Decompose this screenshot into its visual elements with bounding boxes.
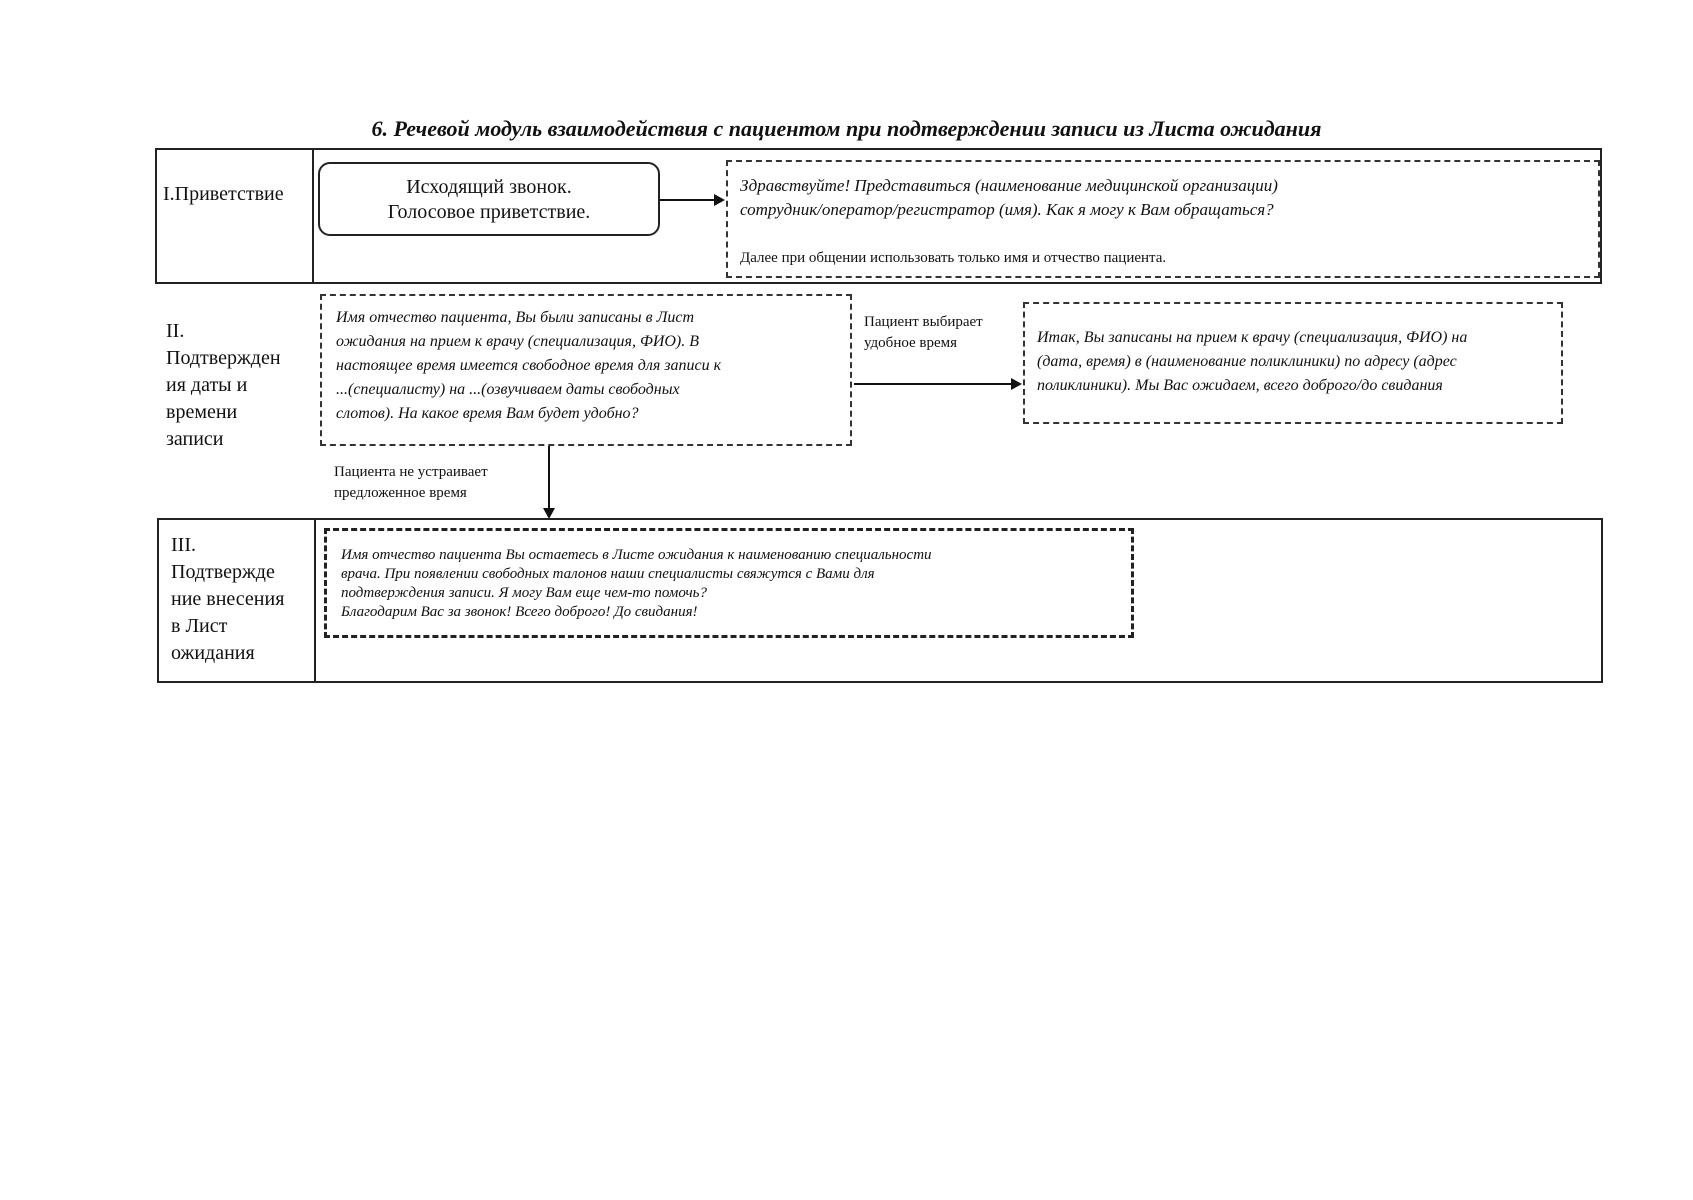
start-box-line: Исходящий звонок. <box>406 176 572 198</box>
stage3-label-line: в Лист <box>171 615 228 637</box>
stage3-label-line: III. <box>171 534 196 556</box>
greeting-box <box>726 160 1600 278</box>
greeting-line: сотрудник/оператор/регистратор (имя). Как я могу к Вам обращаться? <box>740 200 1274 219</box>
stage3-label <box>171 532 311 667</box>
arrow-start-to-greeting <box>660 199 715 201</box>
stage1-divider <box>312 148 314 284</box>
offer-line: ожидания на прием к врачу (специализация, ФИО). В <box>336 333 700 350</box>
stage3-label-line: ние внесения <box>171 588 285 610</box>
stage3-label-line: Подтвержде <box>171 561 275 583</box>
stage3-label-line: ожидания <box>171 642 255 664</box>
greeting-note: Далее при общении использовать только имя и отчество пациента. <box>740 250 1167 266</box>
choose-time-label <box>864 312 983 354</box>
waitlist-line: подтверждения записи. Я могу Вам еще чем-то помочь? <box>341 585 707 601</box>
waitlist-line: Благодарим Вас за звонок! Всего доброго! До свидания! <box>341 604 698 620</box>
offer-line: настоящее время имеется свободное время для записи к <box>336 357 722 374</box>
offer-line: слотов). На какое время Вам будет удобно? <box>336 405 639 422</box>
stage2-label-line: Подтвержден <box>166 347 281 369</box>
stage3-divider <box>314 518 316 683</box>
confirm-line: (дата, время) в (наименование поликлиники) по адресу (адрес <box>1037 353 1457 370</box>
greeting-line: Здравствуйте! Представиться (наименование медицинской организации) <box>740 176 1278 195</box>
start-box-line: Голосовое приветствие. <box>387 201 591 223</box>
arrow-head <box>1011 378 1022 390</box>
start-box <box>318 162 660 236</box>
arrow-offer-to-waitlist <box>548 446 550 509</box>
arrow-offer-to-confirm <box>854 383 1012 385</box>
offer-line: Имя отчество пациента, Вы были записаны в Лист <box>336 309 695 326</box>
choose-time-line: удобное время <box>864 335 958 351</box>
stage2-label-line: II. <box>166 320 185 342</box>
page-title: 6. Речевой модуль взаимодействия с пациентом при подтверждении записи из Листа ожидания <box>371 116 1322 141</box>
confirm-line: поликлиники). Мы Вас ожидаем, всего доброго/до свидания <box>1037 377 1443 394</box>
waitlist-text <box>341 546 1117 622</box>
stage1-label: I.Приветствие <box>163 183 284 205</box>
stage2-label-line: записи <box>166 428 224 450</box>
waitlist-line: врача. При появлении свободных талонов наши специалисты свяжутся с Вами для <box>341 566 875 582</box>
offer-slots-box <box>320 294 852 446</box>
waitlist-box <box>324 528 1134 638</box>
choose-time-line: Пациент выбирает <box>864 314 983 330</box>
confirm-box <box>1023 302 1563 424</box>
stage2-label-line: времени <box>166 401 238 423</box>
reject-time-line: предложенное время <box>334 485 467 501</box>
arrow-head <box>714 194 725 206</box>
stage2-label <box>166 318 306 453</box>
stage2-label-line: ия даты и <box>166 374 248 396</box>
waitlist-line: Имя отчество пациента Вы остаетесь в Листе ожидания к наименованию специальности <box>341 547 932 563</box>
offer-line: ...(специалисту) на ...(озвучиваем даты свободных <box>336 381 680 398</box>
confirm-line: Итак, Вы записаны на прием к врачу (специализация, ФИО) на <box>1037 329 1468 346</box>
reject-time-line: Пациента не устраивает <box>334 464 488 480</box>
reject-time-label <box>334 462 488 504</box>
